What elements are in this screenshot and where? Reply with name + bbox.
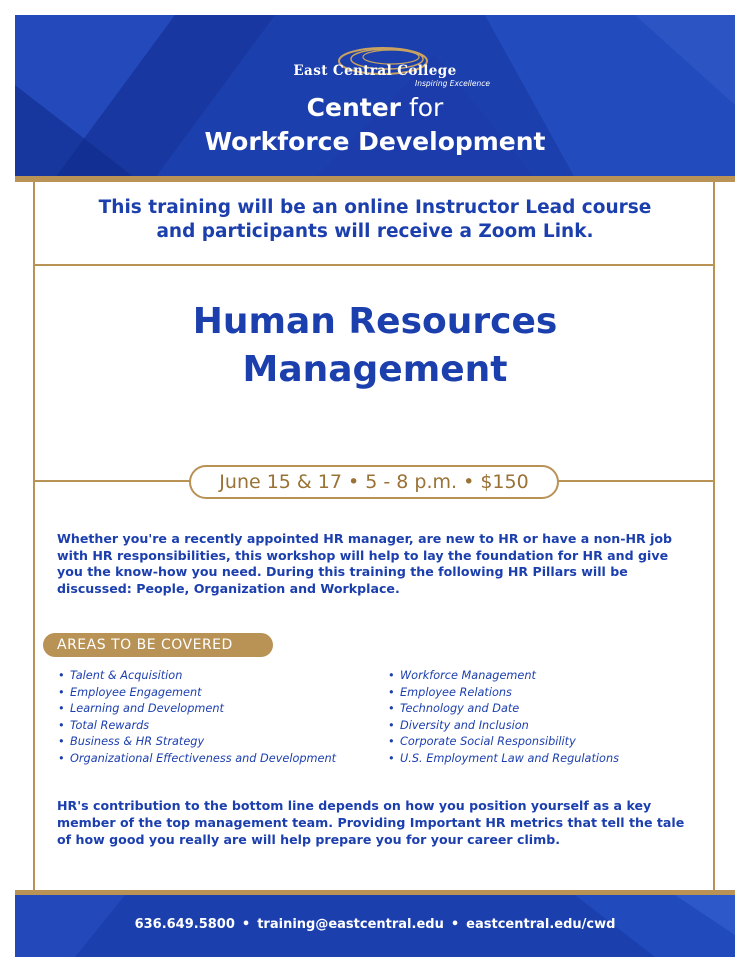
list-item: • Corporate Social Responsibility [388,734,708,751]
course-title [35,298,715,394]
center-title-bold: Center [306,93,401,122]
center-title-line2: Workforce Development [204,127,546,156]
website-link[interactable]: eastcentral.edu/cwd [466,917,616,932]
course-title-line-1: Human Resources [192,301,558,342]
list-item: • U.S. Employment Law and Regulations [388,751,708,768]
online-notice [35,196,715,244]
center-title-light: for [408,93,444,122]
list-item: • Talent & Acquisition [58,668,378,685]
list-item: • Organizational Effectiveness and Development [58,751,378,768]
list-item: • Employee Engagement [58,685,378,702]
divider-notice [35,264,715,266]
list-item: • Total Rewards [58,718,378,735]
contact-info [15,917,735,932]
list-item: • Diversity and Inclusion [388,718,708,735]
course-title-line-2: Management [242,349,508,390]
list-item: • Workforce Management [388,668,708,685]
list-item: • Business & HR Strategy [58,734,378,751]
college-name: East Central College [293,63,457,79]
footer-separator: • [241,917,251,932]
schedule-pill: June 15 & 17 • 5 - 8 p.m. • $150 [189,465,559,499]
course-description: Whether you're a recently appointed HR manager, are new to HR or have a non-HR job with HR responsibilities, this workshop will help to lay the foundation for HR and give you the know-how you need. During this training the following HR Pillars will be discussed: People, Organization and Workplace. [57,531,673,596]
college-tagline: Inspiring Excellence [415,79,490,88]
list-item: • Learning and Development [58,701,378,718]
college-logo [15,45,735,95]
areas-list-left [58,668,378,767]
phone-number[interactable]: 636.649.5800 [134,917,235,932]
footer-separator: • [450,917,460,932]
closing-paragraph: HR's contribution to the bottom line depends on how you position yourself as a key member of the top management team. Providing Important HR metrics that tell the tale of how good you really are will help prepare you for your career climb. [57,798,685,847]
areas-heading-badge: AREAS TO BE COVERED [43,633,273,657]
areas-list-right [388,668,708,767]
center-title [15,91,735,159]
email-link[interactable]: training@eastcentral.edu [257,917,444,932]
footer-banner [15,895,735,957]
list-item: • Employee Relations [388,685,708,702]
list-item: • Technology and Date [388,701,708,718]
header-banner [15,15,735,178]
notice-line-2: and participants will receive a Zoom Link. [156,221,594,242]
notice-line-1: This training will be an online Instructor Lead course [98,197,652,218]
